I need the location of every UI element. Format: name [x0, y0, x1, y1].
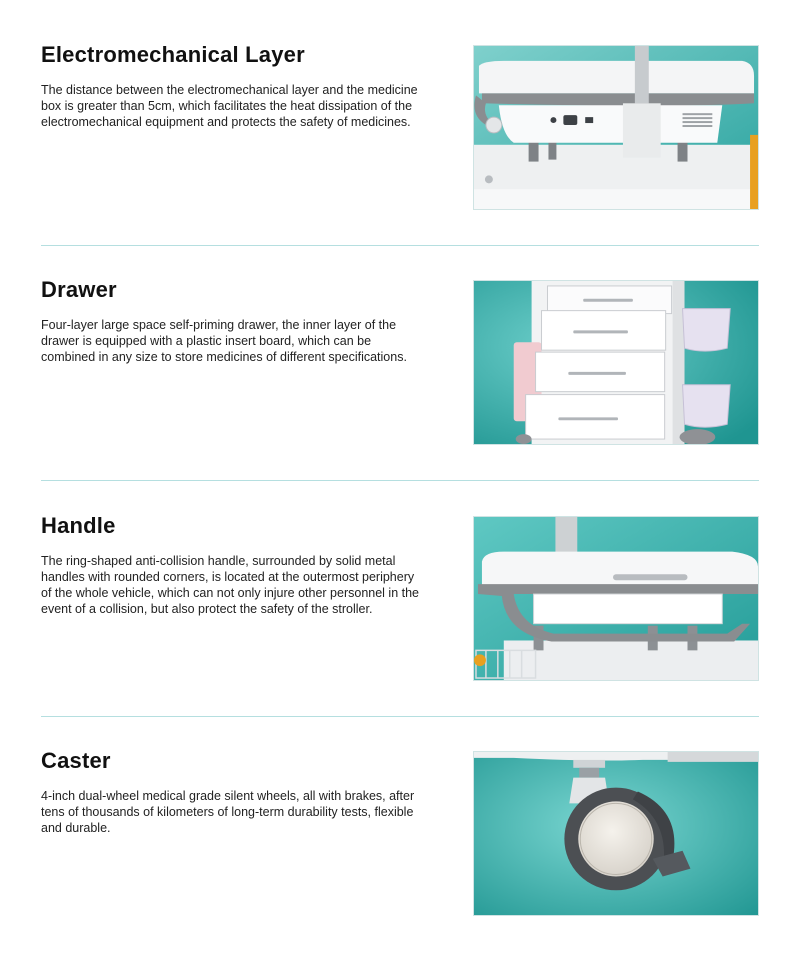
section-title: Handle — [41, 513, 116, 538]
feature-section-electromechanical — [0, 0, 800, 235]
section-title: Electromechanical Layer — [41, 42, 305, 67]
section-description: The distance between the electromechanical layer and the medicine box is greater than 5cm, which facilitates the heat dissipation of the electromechanical equipment and protects the safety of medicines. — [41, 83, 418, 129]
feature-section-caster — [0, 706, 800, 941]
section-description: Four-layer large space self-priming drawer, the inner layer of the drawer is equipped with a plastic insert board, which can be combined in any size to store medicines of different specifications. — [41, 318, 407, 364]
drawer-photo — [473, 280, 759, 445]
electromechanical-layer-photo — [473, 45, 759, 210]
caster-photo — [473, 751, 759, 916]
feature-section-drawer — [0, 235, 800, 470]
section-description: The ring-shaped anti-collision handle, surrounded by solid metal handles with rounded corners, is located at the outermost periphery of the whole vehicle, which can not only injure other personnel in the event of a collision, but also protect the safety of the stroller. — [41, 554, 420, 616]
feature-section-handle — [0, 471, 800, 706]
section-title: Drawer — [41, 277, 117, 302]
section-description: 4-inch dual-wheel medical grade silent wheels, all with brakes, after tens of thousands of kilometers of long-term durability tests, flexible and durable. — [41, 789, 415, 835]
handle-photo — [473, 516, 759, 681]
section-title: Caster — [41, 748, 111, 773]
